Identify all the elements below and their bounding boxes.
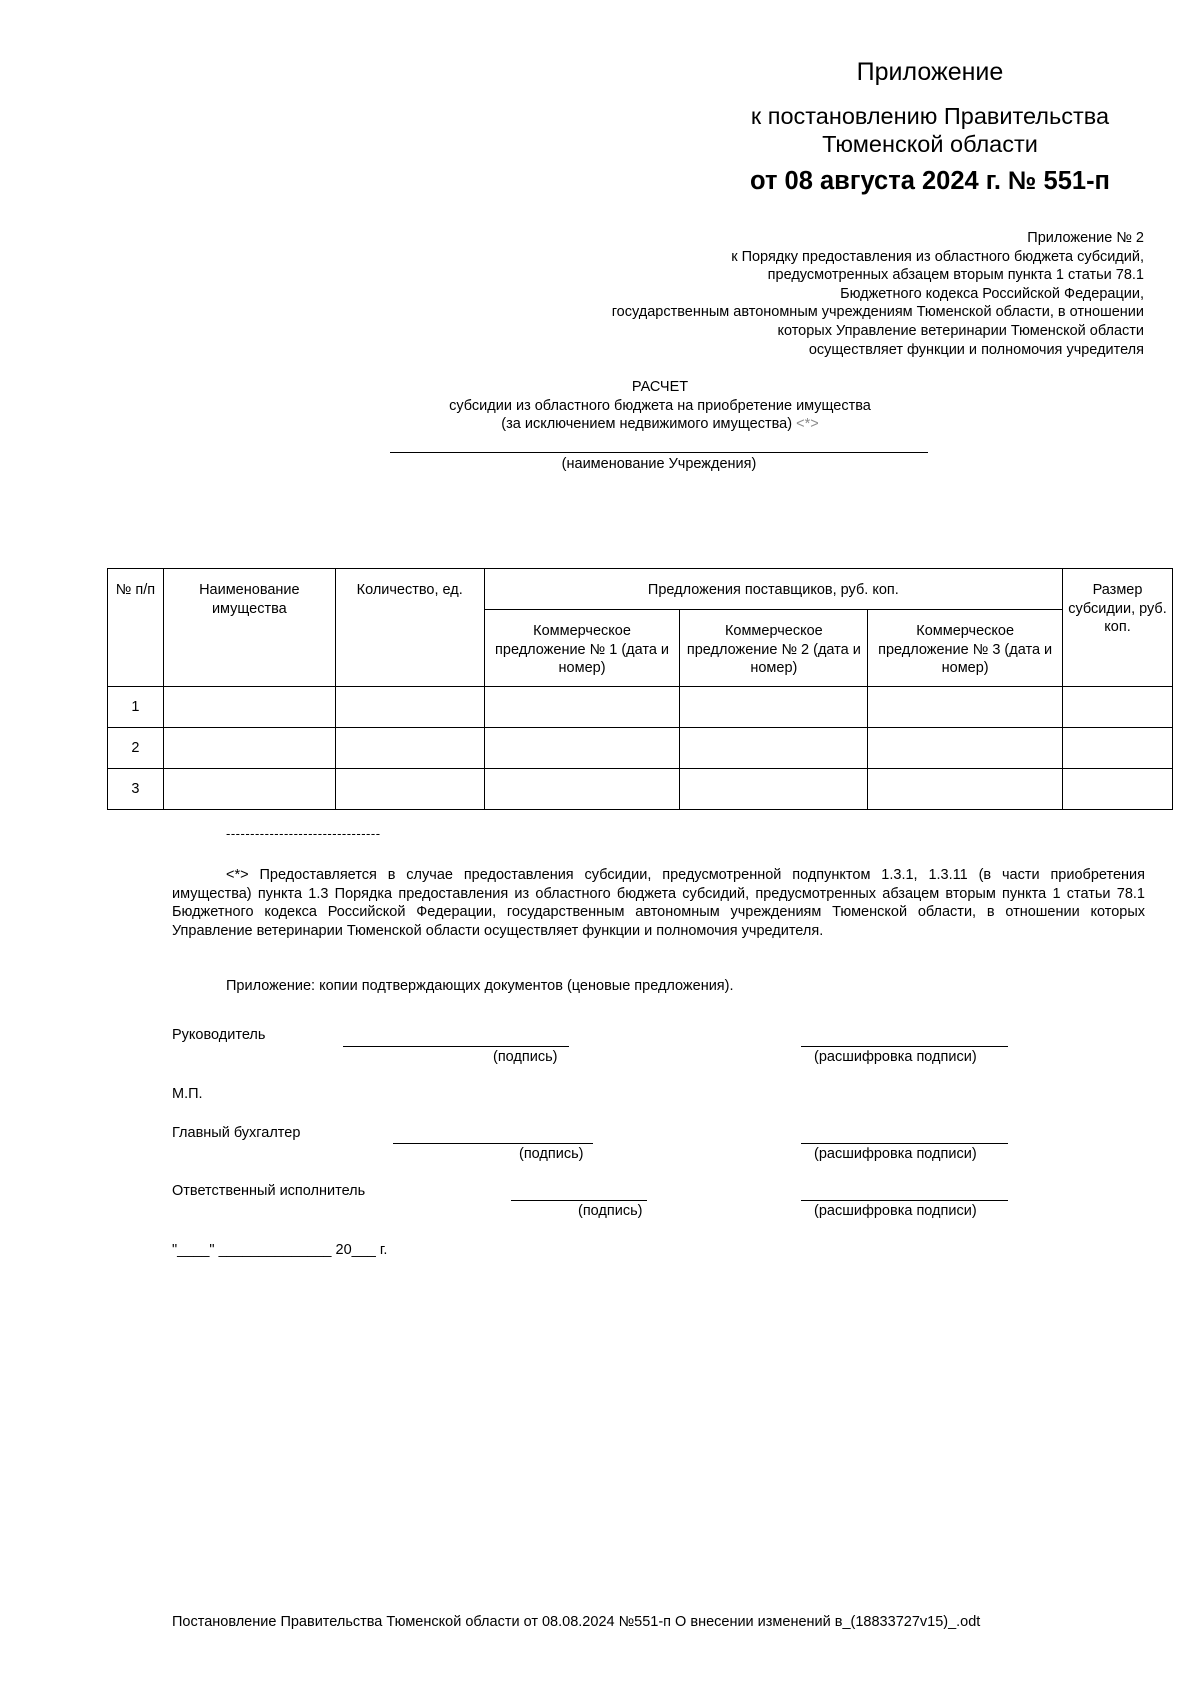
- header-offer-1: Коммерческое предложение № 1 (дата и номер): [484, 610, 680, 687]
- executor-signature-caption: (подпись): [578, 1203, 643, 1219]
- cell-offer-3[interactable]: [868, 687, 1063, 728]
- row-number: 2: [108, 728, 164, 769]
- appendix-label: Приложение: [856, 58, 1004, 86]
- cell-offer-2[interactable]: [680, 728, 868, 769]
- calculation-table: [107, 568, 1173, 810]
- appendix2-line: предусмотренных абзацем вторым пункта 1 статьи 78.1: [767, 267, 1144, 284]
- head-label: Руководитель: [172, 1027, 266, 1043]
- table-row: [108, 687, 1173, 728]
- header-offer-2: Коммерческое предложение № 2 (дата и номер): [680, 610, 868, 687]
- accountant-decode-caption: (расшифровка подписи): [814, 1146, 977, 1162]
- cell-quantity[interactable]: [335, 728, 484, 769]
- head-decode-line[interactable]: [801, 1046, 1008, 1047]
- title-line-2: субсидии из областного бюджета на приобретение имущества: [449, 397, 871, 414]
- appendix2-line: Бюджетного кодекса Российской Федерации,: [840, 285, 1144, 302]
- attachment-note: Приложение: копии подтверждающих документов (ценовые предложения).: [226, 978, 734, 994]
- header-offer-3: Коммерческое предложение № 3 (дата и номер): [868, 610, 1063, 687]
- cell-offer-3[interactable]: [868, 769, 1063, 810]
- accountant-decode-line[interactable]: [801, 1143, 1008, 1144]
- executor-signature-line[interactable]: [511, 1200, 647, 1201]
- cell-offer-1[interactable]: [484, 769, 680, 810]
- header-supplier-offers: Предложения поставщиков, руб. коп.: [484, 569, 1062, 610]
- appendix2-line: которых Управление ветеринарии Тюменской области: [777, 322, 1144, 339]
- accountant-label: Главный бухгалтер: [172, 1125, 301, 1141]
- cell-subsidy-size[interactable]: [1063, 687, 1173, 728]
- appendix2-line: государственным автономным учреждениям Тюменской области, в отношении: [611, 304, 1144, 321]
- institution-name-caption: (наименование Учреждения): [561, 456, 757, 472]
- title-line-1: РАСЧЕТ: [631, 379, 689, 395]
- header-subsidy-size: Размер субсидии, руб. коп.: [1063, 569, 1173, 687]
- appendix2-line: к Порядку предоставления из областного бюджета субсидий,: [731, 248, 1144, 265]
- executor-label: Ответственный исполнитель: [172, 1183, 366, 1199]
- row-number: 1: [108, 687, 164, 728]
- table-row: [108, 728, 1173, 769]
- head-signature-caption: (подпись): [493, 1049, 558, 1065]
- document-footer: Постановление Правительства Тюменской области от 08.08.2024 №551-п О внесении изменений в_(18833727v15)_.odt: [172, 1614, 981, 1630]
- appendix2-line: Приложение № 2: [1027, 230, 1144, 246]
- row-number: 3: [108, 769, 164, 810]
- cell-property-name[interactable]: [163, 687, 335, 728]
- resolution-date-number: от 08 августа 2024 г. № 551-п: [750, 167, 1110, 195]
- cell-subsidy-size[interactable]: [1063, 728, 1173, 769]
- executor-decode-caption: (расшифровка подписи): [814, 1203, 977, 1219]
- cell-quantity[interactable]: [335, 687, 484, 728]
- accountant-signature-line[interactable]: [393, 1143, 593, 1144]
- institution-name-line: [390, 452, 928, 453]
- executor-decode-line[interactable]: [801, 1200, 1008, 1201]
- to-resolution-text: к постановлению Правительства Тюменской области: [750, 103, 1110, 157]
- header-number: № п/п: [108, 569, 164, 687]
- header-property-name: Наименование имущества: [163, 569, 335, 687]
- stamp-label: М.П.: [172, 1086, 203, 1102]
- date-line[interactable]: "____" ______________ 20___ г.: [172, 1242, 388, 1258]
- appendix2-line: осуществляет функции и полномочия учредителя: [808, 341, 1144, 358]
- footnote-ref[interactable]: <*>: [796, 416, 819, 433]
- calculation-title: [390, 378, 930, 434]
- cell-offer-2[interactable]: [680, 769, 868, 810]
- footnote-separator: --------------------------------: [226, 826, 381, 841]
- table-row: [108, 769, 1173, 810]
- cell-offer-1[interactable]: [484, 728, 680, 769]
- cell-property-name[interactable]: [163, 728, 335, 769]
- accountant-signature-caption: (подпись): [519, 1146, 584, 1162]
- cell-subsidy-size[interactable]: [1063, 769, 1173, 810]
- footnote-text: <*> Предоставляется в случае предоставления субсидии, предусмотренной подпунктом 1.3.1, 1.3.11 (в части приобретения имущества) пункта 1.3 Порядка предоставления из областного бюджета субсидий, предусмотренных абзацем вторым пункта 1 статьи 78.1 Бюджетного кодекса Российской Федерации, государственным автономным учреждениям Тюменской области, в отношении которых Управление ветеринарии Тюменской области осуществляет функции и полномочия учредителя.: [172, 867, 1145, 939]
- appendix2-block: [504, 229, 1144, 359]
- cell-offer-2[interactable]: [680, 687, 868, 728]
- header-quantity: Количество, ед.: [335, 569, 484, 687]
- cell-offer-3[interactable]: [868, 728, 1063, 769]
- cell-offer-1[interactable]: [484, 687, 680, 728]
- cell-property-name[interactable]: [163, 769, 335, 810]
- head-decode-caption: (расшифровка подписи): [814, 1049, 977, 1065]
- title-line-3: (за исключением недвижимого имущества) <*>: [501, 416, 819, 433]
- cell-quantity[interactable]: [335, 769, 484, 810]
- head-signature-line[interactable]: [343, 1046, 569, 1047]
